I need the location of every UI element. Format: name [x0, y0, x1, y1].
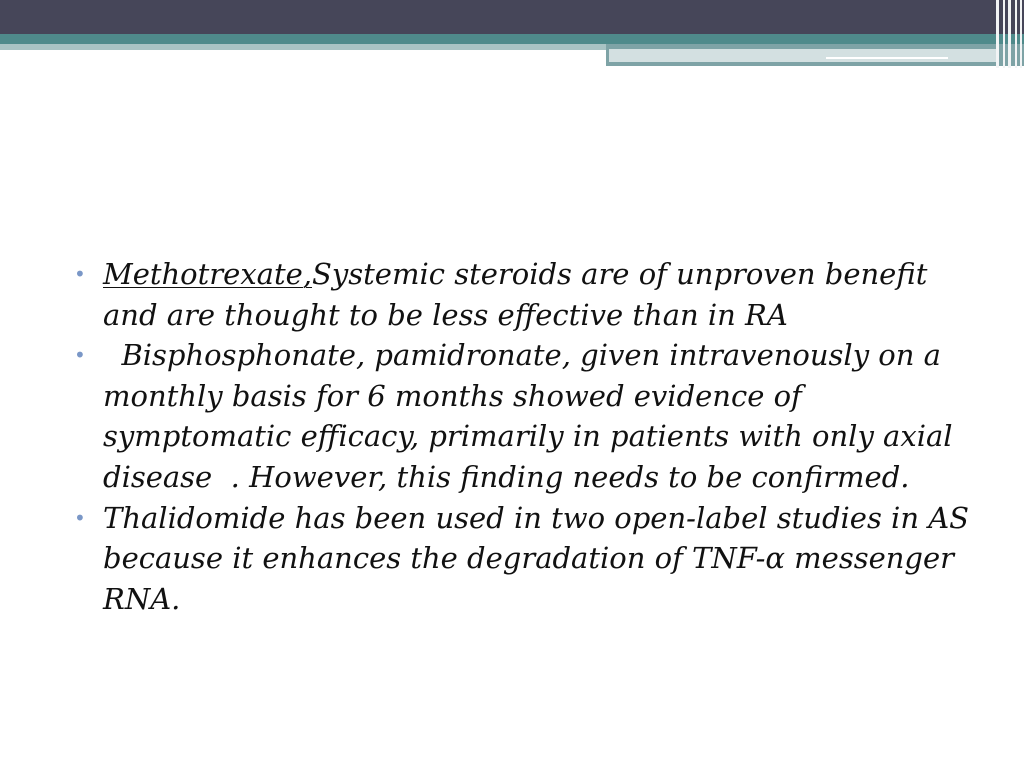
slide-body [70, 254, 970, 619]
vertical-bar [996, 0, 999, 68]
header-band-teal-light [0, 44, 606, 50]
header-band-teal [0, 34, 1024, 44]
bullet-lead-underlined: Methotrexate, [103, 257, 313, 291]
bullet-item [70, 498, 970, 620]
header-vertical-bars [994, 0, 1024, 68]
bullet-text: Bisphosphonate, pamidronate, given intravenously on a monthly basis for 6 months showed evidence of symptomatic efficacy, primarily in patients with only axial disease . However, this finding needs to be confirmed. [103, 338, 962, 494]
vertical-bar [1003, 0, 1005, 68]
bullet-dot-icon: • [74, 262, 86, 286]
vertical-bar [1008, 0, 1011, 68]
header-accent-line [826, 57, 948, 59]
header-band-step-inner [609, 49, 999, 62]
bullet-item [70, 254, 970, 335]
bullet-item [70, 335, 970, 497]
vertical-bar [1015, 0, 1017, 68]
header-band-dark [0, 0, 1024, 34]
vertical-bar [1020, 0, 1022, 68]
bullet-text: Systemic steroids are of unproven benefit and are thought to be less effective than in RA [103, 257, 928, 332]
bullet-text: Thalidomide has been used in two open-label studies in AS because it enhances the degradation of TNF-α messenger RNA. [103, 500, 970, 616]
bullet-dot-icon: • [74, 505, 86, 530]
bullet-dot-icon: • [74, 343, 86, 368]
bullet-list [70, 254, 970, 619]
